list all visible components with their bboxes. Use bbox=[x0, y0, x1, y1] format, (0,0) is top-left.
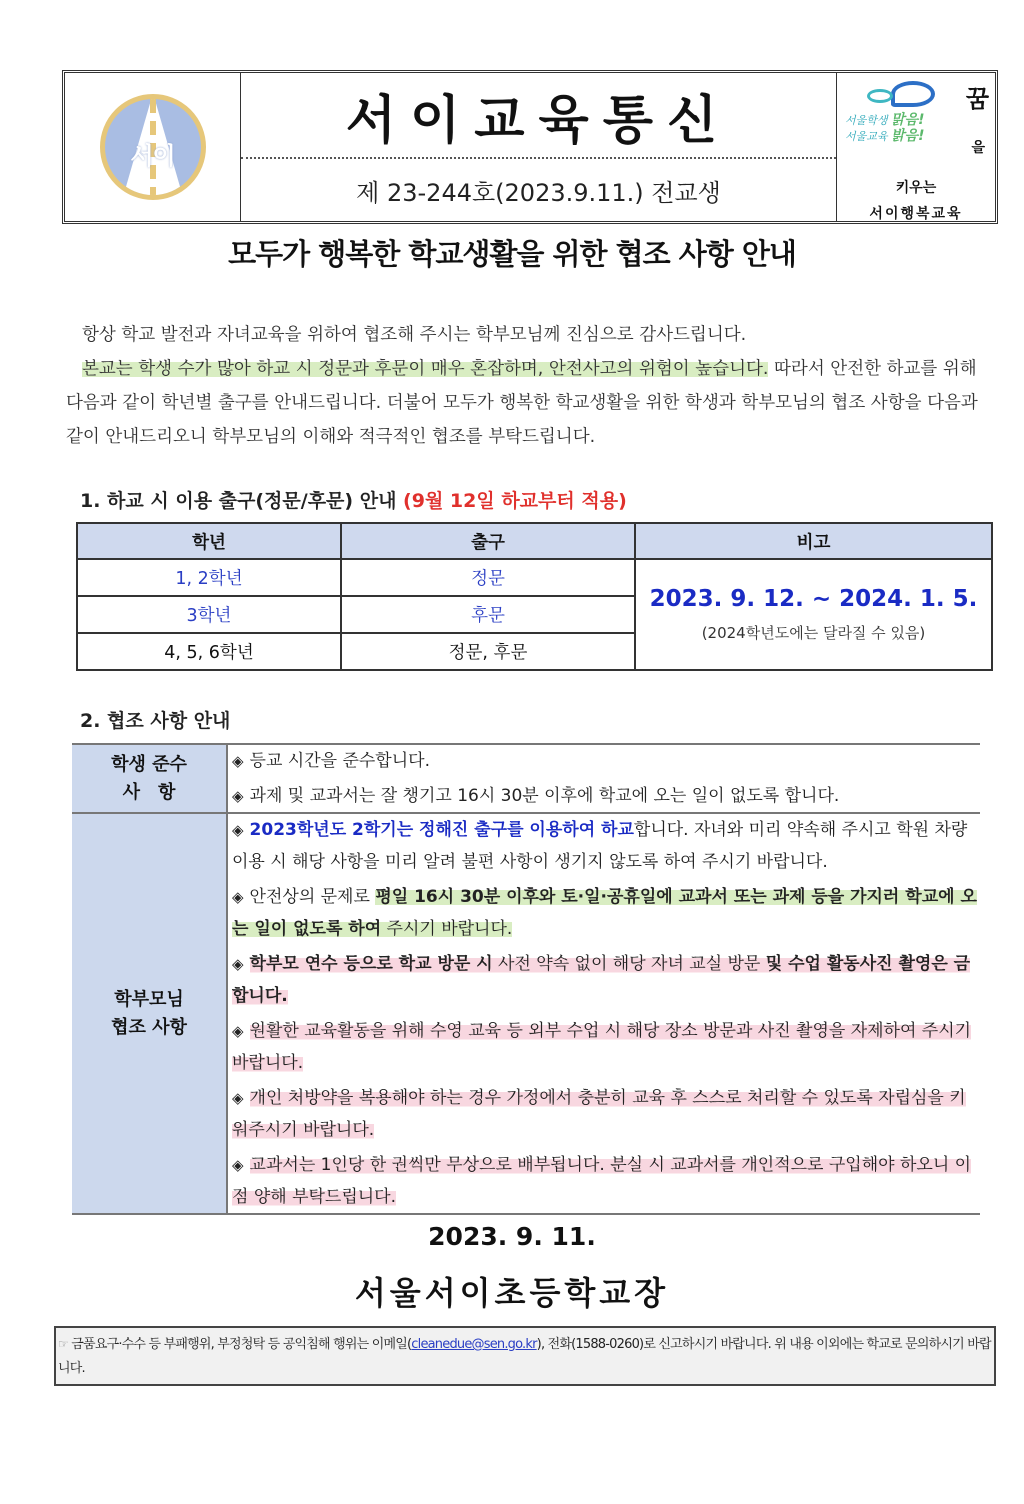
motto-dream: 꿈 bbox=[965, 85, 989, 113]
cooperation-table bbox=[72, 743, 980, 1215]
issue-number: 제 23-244호(2023.9.11.) 전교생 bbox=[356, 178, 721, 207]
motto-nurturing: 키우는 bbox=[895, 180, 937, 196]
table-row bbox=[77, 559, 992, 596]
section1-title: 1. 하교 시 이용 출구(정문/후문) 안내 (9월 12일 하교부터 적용) bbox=[80, 490, 627, 512]
grade-cell: 3학년 bbox=[77, 596, 341, 633]
page-headline: 모두가 행복한 학교생활을 위한 협조 사항 안내 bbox=[228, 237, 796, 271]
section1-effective-date: (9월 12일 하교부터 적용) bbox=[403, 490, 627, 512]
diamond-bullet-icon: ◈ bbox=[232, 955, 244, 973]
title-cell bbox=[241, 73, 837, 221]
column-header-note: 비고 bbox=[635, 523, 992, 559]
diamond-bullet-icon: ◈ bbox=[232, 888, 244, 906]
table-header-row bbox=[77, 523, 992, 559]
newsletter-title: 서이교육통신 bbox=[241, 73, 836, 159]
exit-cell: 후문 bbox=[341, 596, 635, 633]
parent-cooperation-label: 학부모님 협조 사항 bbox=[72, 813, 227, 1214]
motto-particle: 을 bbox=[971, 140, 985, 156]
motto-line-2: 서울교육 밝음! bbox=[845, 128, 925, 144]
diamond-bullet-icon: ◈ bbox=[232, 787, 244, 805]
list-item: ◈ 2023학년도 2학기는 정해진 출구를 이용하여 하교합니다. 자녀와 미리 약속해 주시고 학원 차량 이용 시 해당 사항을 미리 알려 불편 사항이 생기지 않도록 하여 주시기 바랍니다. bbox=[232, 820, 968, 872]
grade-cell: 4, 5, 6학년 bbox=[77, 633, 341, 670]
list-item: ◈ 과제 및 교과서는 잘 챙기고 16시 30분 이후에 학교에 오는 일이 없도록 합니다. bbox=[232, 786, 840, 806]
exit-table bbox=[76, 522, 993, 671]
logo-text: 서이 bbox=[130, 141, 175, 170]
motto-line-1: 서울학생 맑음! bbox=[845, 112, 925, 128]
signature: 서울서이초등학교장 bbox=[354, 1274, 670, 1312]
list-item: ◈ 개인 처방약을 복용해야 하는 경우 가정에서 충분히 교육 후 스스로 처리할 수 있도록 자립심을 키워주시기 바랍니다. bbox=[232, 1088, 966, 1140]
pointing-hand-icon: ☞ bbox=[58, 1337, 68, 1351]
intro-paragraph bbox=[66, 318, 996, 454]
student-rules-row bbox=[72, 744, 980, 813]
diamond-bullet-icon: ◈ bbox=[232, 821, 244, 839]
list-item: ◈ 안전상의 문제로 평일 16시 30분 이후와 토·일·공휴일에 교과서 또는 과제 등을 가지러 학교에 오는 일이 없도록 하여 주시기 바랍니다. bbox=[232, 887, 977, 939]
intro-highlight: 본교는 학생 수가 많아 하교 시 정문과 후문이 매우 혼잡하며, 안전사고의 위험이 높습니다. bbox=[82, 359, 769, 379]
list-item: ◈ 교과서는 1인당 한 권씩만 무상으로 배부됩니다. 분실 시 교과서를 개인적으로 구입해야 하오니 이점 양해 부탁드립니다. bbox=[232, 1155, 972, 1207]
student-rules-items bbox=[227, 744, 980, 813]
motto-cell bbox=[837, 73, 995, 221]
period-note: (2024학년도에는 달라질 수 있음) bbox=[701, 624, 926, 642]
diamond-bullet-icon: ◈ bbox=[232, 752, 244, 770]
newsletter-header bbox=[62, 70, 998, 224]
diamond-bullet-icon: ◈ bbox=[232, 1022, 244, 1040]
school-logo-cell bbox=[65, 73, 241, 221]
report-email-link[interactable]: cleanedue@sen.go.kr bbox=[411, 1337, 537, 1352]
seoul-education-butterfly-icon bbox=[845, 81, 963, 144]
effective-period: 2023. 9. 12. ~ 2024. 1. 5. bbox=[649, 586, 978, 612]
motto-school: 서이행복교육 bbox=[869, 206, 963, 222]
intro-greeting: 항상 학교 발전과 자녀교육을 위하여 협조해 주시는 학부모님께 진심으로 감사드립니다. bbox=[82, 325, 747, 345]
exit-cell: 정문, 후문 bbox=[341, 633, 635, 670]
student-rules-label: 학생 준수 사 항 bbox=[72, 744, 227, 813]
parent-cooperation-items bbox=[227, 813, 980, 1214]
issue-date: 2023. 9. 11. bbox=[428, 1222, 596, 1251]
exit-cell: 정문 bbox=[341, 559, 635, 596]
parent-cooperation-row bbox=[72, 813, 980, 1214]
grade-cell: 1, 2학년 bbox=[77, 559, 341, 596]
diamond-bullet-icon: ◈ bbox=[232, 1089, 244, 1107]
school-logo-icon bbox=[100, 94, 206, 200]
column-header-grade: 학년 bbox=[77, 523, 341, 559]
list-item: ◈ 학부모 연수 등으로 학교 방문 시 사전 약속 없이 해당 자녀 교실 방문 및 수업 활동사진 촬영은 금합니다. bbox=[232, 954, 971, 1006]
anti-corruption-notice: ☞ 금품요구·수수 등 부패행위, 부정청탁 등 공익침해 행위는 이메일(cleanedue@sen.go.kr), 전화(1588-0260)로 신고하시기 바랍니다. 위 내용 이외에는 학교로 문의하시기 바랍니다. bbox=[54, 1326, 996, 1386]
column-header-exit: 출구 bbox=[341, 523, 635, 559]
section2-title: 2. 협조 사항 안내 bbox=[80, 710, 231, 732]
list-item: ◈ 등교 시간을 준수합니다. bbox=[232, 751, 430, 771]
diamond-bullet-icon: ◈ bbox=[232, 1156, 244, 1174]
list-item: ◈ 원활한 교육활동을 위해 수영 교육 등 외부 수업 시 해당 장소 방문과 사진 촬영을 자제하여 주시기 바랍니다. bbox=[232, 1021, 972, 1073]
note-cell bbox=[635, 559, 992, 670]
intro-rest: 따라서 안전한 하교를 위해 다음과 같이 학년별 출구를 안내드립니다. 더불어 모두가 행복한 학교생활을 위한 학생과 학부모님의 협조 사항을 다음과 같이 안내드리오니 학부모님의 이해와 적극적인 협조를 부탁드립니다. bbox=[66, 359, 978, 447]
intro-body bbox=[66, 352, 996, 454]
